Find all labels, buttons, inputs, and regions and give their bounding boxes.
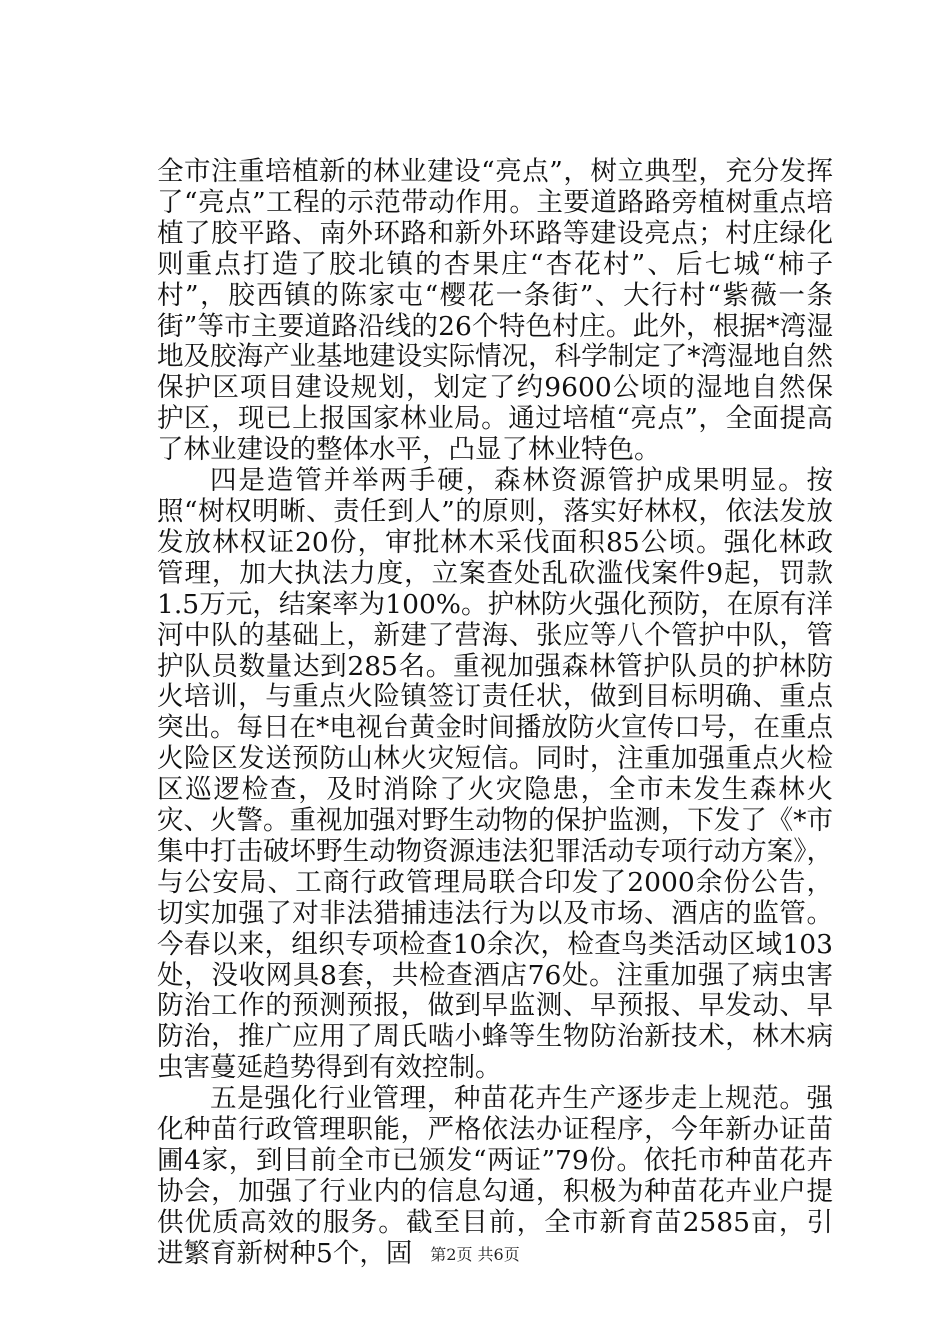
- page-number-footer: 第2页 共6页: [430, 1245, 520, 1264]
- paragraph-lianghua: 全市注重培植新的林业建设“亮点”，树立典型，充分发挥了“亮点”工程的示范带动作用。主要道路路旁植树重点培植了胶平路、南外环路和新外环路等建设亮点；村庄绿化则重点打造了胶北镇的杏果庄“杏花村”、后七城“柿子村”，胶西镇的陈家屯“樱花一条街”、大行村“紫薇一条街”等市主要道路沿线的26个特色村庄。此外，根据*湾湿地及胶海产业基地建设实际情况，科学制定了*湾湿地自然保护区项目建设规划，划定了约9600公顷的湿地自然保护区，现已上报国家林业局。通过培植“亮点”，全面提高了林业建设的整体水平，凸显了林业特色。: [157, 156, 833, 466]
- document-body: [157, 157, 833, 1270]
- paragraph-forest-management: 四是造管并举两手硬，森林资源管护成果明显。按照“树权明晰、责任到人”的原则，落实好林权，依法发放发放林权证20份，审批林木采伐面积85公顷。强化林政管理，加大执法力度，立案查处乱砍滥伐案件9起，罚款1.5万元，结案率为100%。护林防火强化预防，在原有洋河中队的基础上，新建了营海、张应等八个管护中队，管护队员数量达到285名。重视加强森林管护队员的护林防火培训，与重点火险镇签订责任状，做到目标明确、重点突出。每日在*电视台黄金时间播放防火宣传口号，在重点火险区发送预防山林火灾短信。同时，注重加强重点火检区巡逻检查，及时消除了火灾隐患，全市未发生森林火灾、火警。重视加强对野生动物的保护监测，下发了《*市集中打击破坏野生动物资源违法犯罪活动专项行动方案》，与公安局、工商行政管理局联合印发了2000余份公告，切实加强了对非法猎捕违法行为以及市场、酒店的监管。今春以来，组织专项检查10余次，检查鸟类活动区域103处，没收网具8套，共检查酒店76处。注重加强了病虫害防治工作的预测预报，做到早监测、早预报、早发动、早防治，推广应用了周氏啮小蜂等生物防治新技术，林木病虫害蔓延趋势得到有效控制。: [157, 465, 833, 1084]
- paragraph-industry-management: 五是强化行业管理，种苗花卉生产逐步走上规范。强化种苗行政管理职能，严格依法办证程序，今年新办证苗圃4家，到目前全市已颁发“两证”79份。依托市种苗花卉协会，加强了行业内的信息勾通，积极为种苗花卉业户提供优质高效的服务。截至目前，全市新育苗2585亩，引进繁育新树种5个，固: [157, 1083, 833, 1269]
